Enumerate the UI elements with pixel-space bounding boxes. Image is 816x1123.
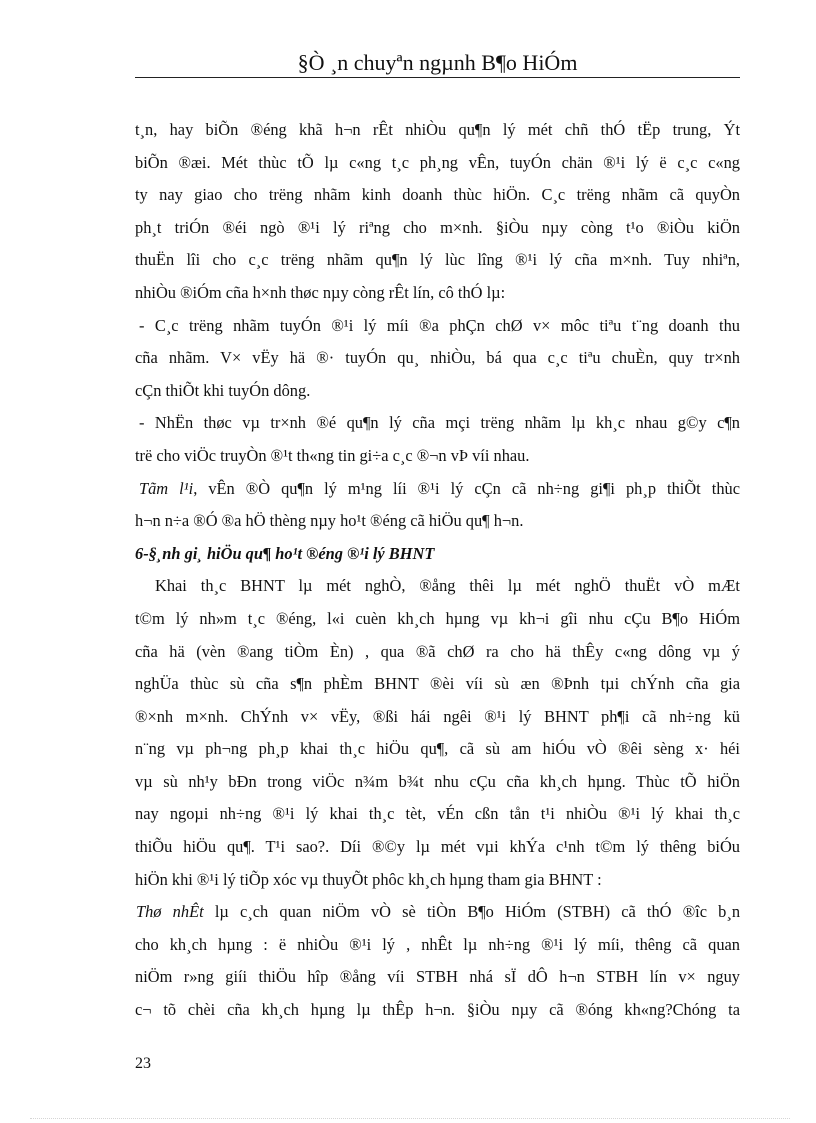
paragraph-line: ty nay giao cho trëng nhãm kinh doanh thùc hiÖn. C¸c trëng nhãm cã quyÒn [135, 185, 740, 205]
paragraph-lead: Thø nhÊt [136, 902, 204, 922]
paragraph-line: nghÜa thùc sù cña s¶n phÈm BHNT ®èi víi sù æn ®Þnh tµi chÝnh cña gia [135, 674, 740, 694]
paragraph-line: t©m lý nh»m t¸c ®éng, l«i cuèn kh¸ch hµng vµ kh¬i gîi nhu cÇu B¶o HiÓm [135, 608, 740, 628]
paragraph-line: nay ngoµi nh÷ng ®¹i lý khai th¸c tèt, vÉn cßn tån t¹i nhiÒu ®¹i lý khai th¸c [135, 804, 740, 824]
paragraph-line: cña hä (vèn ®ang tiÒm Èn) , qua ®ã chØ ra cho hä thÊy c«ng dông vµ ý [135, 641, 740, 661]
paragraph-line: thuËn lîi cho c¸c trëng nhãm qu¶n lý lùc lîng ®¹i lý cña m×nh. Tuy nhiªn, [135, 250, 740, 270]
paragraph-line: t¸n, hay biÕn ®éng khã h¬n rÊt nhiÒu qu¶n lý mét chñ thÓ tËp trung, Ýt [135, 120, 740, 139]
paragraph-line [135, 896, 740, 929]
footer-rule [30, 1118, 790, 1119]
page-number: 23 [135, 1055, 151, 1072]
bullet-line: cña nhãm. V× vËy hä ®· tuyÓn qu¸ nhiÒu, bá qua c¸c tiªu chuÈn, quy tr×nh [135, 348, 740, 368]
paragraph-line: ®×nh m×nh. ChÝnh v× vËy, ®ßi hái ngêi ®¹i lý BHNT ph¶i cã nh÷ng kü [135, 706, 740, 726]
paragraph-line: hiÖn khi ®¹i lý tiÕp xóc vµ thuyÕt phôc kh¸ch hµng tham gia BHNT : [135, 869, 602, 889]
conclusion-line: h¬n n÷a ®Ó ®a hÖ thèng nµy ho¹t ®éng cã hiÖu qu¶ h¬n. [135, 511, 524, 531]
conclusion-lead: Tãm l¹i [139, 478, 194, 498]
bullet-line: - NhËn thøc vµ tr×nh ®é qu¶n lý cña mçi trëng nhãm lµ kh¸c nhau g©y c¶n [139, 413, 740, 433]
running-header: §Ò ¸n chuyªn ngµnh B¶o HiÓm [297, 50, 578, 75]
paragraph-line: Khai th¸c BHNT lµ mét nghÒ, ®ång thêi lµ mét nghÖ thuËt vÒ mÆt [155, 576, 740, 596]
conclusion-text: , vÊn ®Ò qu¶n lý m¹ng líi ®¹i lý cÇn cã nh÷ng gi¶i ph¸p thiÕt thùc [193, 478, 740, 498]
paragraph-line: vµ sù nh¹y bÐn trong viÖc n¾m b¾t nhu cÇu cña kh¸ch hµng. Thùc tÕ hiÖn [135, 771, 740, 791]
paragraph-line: nhiÒu ®iÓm cña h×nh thøc nµy còng rÊt lín, cô thÓ lµ: [135, 282, 506, 302]
paragraph-line: thiÕu hiÖu qu¶. T¹i sao?. Díi ®©y lµ mét vµi khÝa c¹nh t©m lý thêng biÓu [135, 837, 740, 857]
document-body [135, 114, 740, 1027]
paragraph-line: n¨ng vµ ph¬ng ph¸p khai th¸c hiÖu qu¶, cã sù am hiÓu vÒ ®êi sèng x· héi [135, 739, 740, 759]
paragraph-line: ph¸t triÓn ®éi ngò ®¹i lý riªng cho m×nh. §iÒu nµy còng t¹o ®iÒu kiÖn [135, 217, 740, 237]
paragraph-line: niÖm r»ng giíi thiÖu hîp ®ång víi STBH nhá sÏ dÔ h¬n STBH lín v× nguy [135, 967, 740, 987]
bullet-line: cÇn thiÕt khi tuyÓn dông. [135, 380, 311, 400]
paragraph-line: biÕn ®æi. Mét thùc tÕ lµ c«ng t¸c ph¸ng vÊn, tuyÓn chän ®¹i lý ë c¸c c«ng [135, 152, 740, 172]
conclusion-line [135, 473, 740, 506]
paragraph-text: lµ c¸ch quan niÖm vÒ sè tiÒn B¶o HiÓm (STBH) cã thÓ ®îc b¸n [203, 902, 740, 922]
bullet-line: trë cho viÖc truyÒn ®¹t th«ng tin gi÷a c¸c ®¬n vÞ víi nhau. [135, 445, 530, 465]
paragraph-line: cho kh¸ch hµng : ë nhiÒu ®¹i lý , nhÊt lµ nh÷ng ®¹i lý míi, thêng cã quan [135, 934, 740, 954]
header-rule [135, 77, 740, 78]
section-heading: 6-§¸nh gi¸ hiÖu qu¶ ho¹t ®éng ®¹i lý BHNT [135, 543, 435, 563]
paragraph-line: c¬ tõ chèi cña kh¸ch hµng lµ thÊp h¬n. §iÒu nµy cã ®óng kh«ng?Chóng ta [135, 1000, 740, 1020]
bullet-line: - C¸c trëng nhãm tuyÓn ®¹i lý míi ®a phÇn chØ v× môc tiªu t¨ng doanh thu [139, 315, 740, 335]
